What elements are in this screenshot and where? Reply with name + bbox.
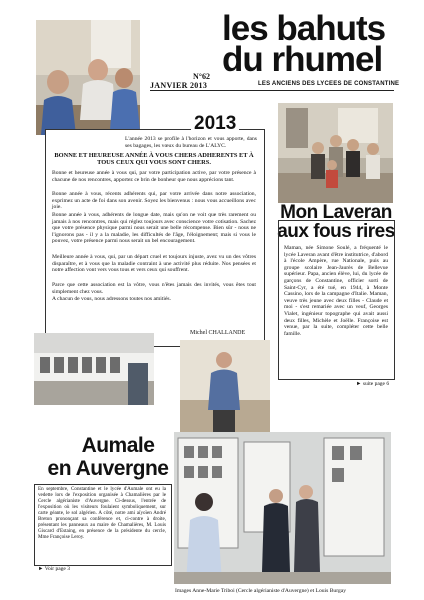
photo-credit: Images Anne-Marie Triboi (Cercle algérianiste d'Auvergne) et Louis Burgay (175, 588, 347, 594)
editorial-para-4: Meilleure année à vous, qui, par un départ cruel et toujours injuste, avez vu un des vôtres disparaître, et à vous que la maladie contraint à une activité plus réduite. Nos pensées et notre affection vont vers vous tous et vers ceux qui souffrent. (52, 254, 256, 274)
photo-meeting (36, 20, 140, 135)
editorial-para-6: A chacun de vous, nous adressons toutes nos amitiés. (52, 296, 172, 302)
editorial-headline: BONNE ET HEUREUSE ANNÉE À VOUS CHERS ADHERENTS ET À TOUS CEUX QUI VOUS SONT CHERS. (54, 152, 254, 167)
masthead-title-line2: du rhumel (222, 40, 383, 79)
photo-exhibition-visit (174, 432, 391, 584)
masthead-subtitle: LES ANCIENS DES LYCEES DE CONSTANTINE (258, 81, 400, 87)
masthead-rule (150, 90, 394, 91)
editorial-para-2: Bonne année à vous, récents adhérents qui, par votre arrivée dans notre association, exprimez un acte de foi dans son avenir. Soyez les bienvenus : nous vous accueillons avec joie. (52, 191, 256, 211)
editorial-year: 2013 (191, 113, 239, 135)
aumale-more-link[interactable]: ► Voir page 3 (38, 566, 70, 572)
photo-exhibition-entrance (34, 333, 154, 405)
laveran-title-line1: Mon Laveran (280, 202, 392, 223)
laveran-text: Maman, née Simone Soulé, a fréquenté le lycée Laveran avant d'être institutrice, d'abord à l'école Ampère, rue Nationale, puis au groupe scolaire Jean-Jaurès de Bellevue supérieur. Papa, ancien élève, lui, du lycée de garçons de Constantine, officier sorti de Saint-Cyr, a été tué, en 1944, à Monte Cassino, lors de la campagne d'Italie. Maman, veuve très jeune avec deux filles - Claude et moi - s'est remariée avec un veuf, Georges Vialet, ingénieur topographe qui avait aussi deux filles, Michèle et Joëlle. Françoise est venue, par la suite, compléter cette belle famille. (284, 245, 388, 337)
editorial-para-1: Bonne et heureuse année à vous qui, par votre participation active, par votre présence à chacune de nos rencontres, apportez ce brin de bonheur que nous apprécions tant. (52, 170, 256, 183)
editorial-para-3: Bonne année à vous, adhérents de longue date, mais qu'on ne voit que très rarement ou jamais à nos rencontres, mais qui réglez toujours avec conscience votre cotisation. Sachez que votre présence physique parmi nous serait une belle récompense. Bien sûr - nous ne l'ignorons pas - il y a la maladie, les difficultés de l'âge, l'éloignement; mais si vous le pouvez, votre présence parmi nous serait un bel encouragement. (52, 212, 256, 245)
aumale-text: En septembre, Constantine et le lycée d'Aumale ont eu la vedette lors de l'exposition organisée à Chamalières par le Cercle algérianiste d'Auvergne. Ci-dessus, l'entrée de l'exposition où les visiteurs foulaient symboliquement, sur carte géante, le sol algérien. A côté, notre ami aïyoïen André Breton prononçant sa conférence et, ci-contre à droite, présentant les panneaux au maire de Chamalières, M. Louis Giscard d'Estaing, en présence de la présidente du cercle, Mme Françoise Leroy. (38, 486, 166, 540)
photo-speaker (180, 340, 270, 432)
editorial-para-5: Parce que cette association est la vôtre, vous n'êtes jamais des invités, vous êtes tout simplement chez vous. (52, 282, 256, 295)
aumale-title-line2: en Auvergne (47, 457, 169, 480)
laveran-title-line2: aux fous rires (277, 221, 395, 242)
aumale-title-line1: Aumale (81, 434, 155, 457)
editorial-intro: L'année 2013 se profile à l'horizon et vous apporte, dans ses bagages, les vœux du bureau de L'ALYC. (125, 136, 257, 149)
issue-date: JANVIER 2013 (150, 81, 208, 90)
issue-number: N°62 (193, 72, 210, 81)
laveran-more-link[interactable]: ► suite page 6 (356, 381, 390, 387)
editorial-signature: Michel CHALLANDE (190, 330, 246, 336)
masthead-title-line1: les bahuts (222, 9, 386, 48)
photo-family (278, 103, 393, 203)
